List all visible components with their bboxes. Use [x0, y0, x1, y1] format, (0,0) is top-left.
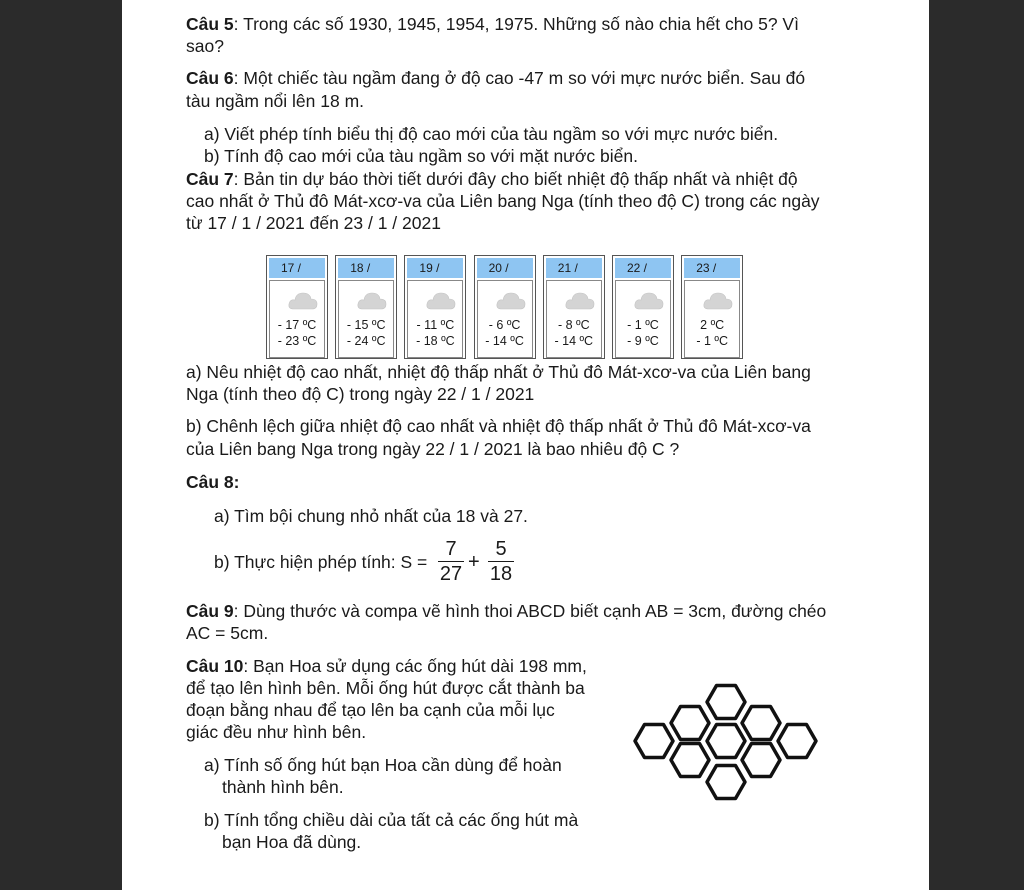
q6-line-2: tàu ngầm nổi lên 18 m. — [186, 91, 365, 111]
cloud-icon — [633, 289, 665, 316]
weather-low-temp: - 9 ºC — [627, 334, 659, 348]
q7-line-2: cao nhất ở Thủ đô Mát-xcơ-va của Liên bang Nga (tính theo độ C) trong các ngày — [186, 191, 820, 211]
weather-day-label: 21 / — [546, 258, 602, 278]
q7-part-b-line-1: b) Chênh lệch giữa nhiệt độ cao nhất và nhiệt độ thấp nhất ở Thủ đô Mát-xcơ-va — [186, 416, 811, 436]
fraction-7-27 — [438, 537, 464, 586]
hexagon-shape — [707, 766, 745, 799]
q7-line-3: từ 17 / 1 / 2021 đến 23 / 1 / 2021 — [186, 213, 441, 233]
hexagon-shape — [707, 686, 745, 719]
cloud-icon — [564, 289, 596, 316]
weather-high-temp: - 6 ºC — [488, 318, 521, 332]
weather-low-temp: - 23 ºC — [277, 334, 317, 348]
weather-day-label: 23 / — [684, 258, 740, 278]
weather-day-card — [335, 255, 397, 359]
weather-day-label: 18 / — [338, 258, 394, 278]
weather-day-card — [612, 255, 674, 359]
q7-part-a-line-2: Nga (tính theo độ C) trong ngày 22 / 1 / 2021 — [186, 384, 535, 404]
q5-line-1: Câu 5: Trong các số 1930, 1945, 1954, 1975. Những số nào chia hết cho 5? Vì — [186, 14, 799, 34]
weather-high-temp: - 8 ºC — [557, 318, 590, 332]
weather-day-card — [266, 255, 328, 359]
weather-day-label: 19 / — [407, 258, 463, 278]
hexagon-shape — [671, 744, 709, 777]
q5-line-2: sao? — [186, 36, 224, 56]
weather-high-temp: - 15 ºC — [346, 318, 386, 332]
hexagon-shape — [707, 725, 745, 758]
fraction-5-18 — [488, 537, 514, 586]
weather-high-temp: - 17 ºC — [277, 318, 317, 332]
q10-line-3: đoạn bằng nhau để tạo lên ba cạnh của mỗi lục — [186, 700, 555, 720]
weather-day-label: 22 / — [615, 258, 671, 278]
q7-part-b-line-2: của Liên bang Nga trong ngày 22 / 1 / 2021 là bao nhiêu độ C ? — [186, 439, 680, 459]
cloud-icon — [702, 289, 734, 316]
q10-part-b-line-2: bạn Hoa đã dùng. — [222, 832, 362, 852]
weather-high-temp: - 1 ºC — [627, 318, 659, 332]
cloud-icon — [425, 289, 457, 316]
q7-line-1: Câu 7: Bản tin dự báo thời tiết dưới đây cho biết nhiệt độ thấp nhất và nhiệt độ — [186, 169, 798, 189]
weather-day-card — [543, 255, 605, 359]
q10-line-4: giác đều như hình bên. — [186, 722, 367, 742]
hexagon-shape — [742, 707, 780, 740]
hexagon-shape — [778, 725, 816, 758]
fraction-denominator: 27 — [439, 563, 463, 585]
weather-day-label: 20 / — [477, 258, 533, 278]
q6-part-a: a) Viết phép tính biểu thị độ cao mới của tàu ngầm so với mực nước biển. — [204, 124, 779, 144]
hexagon-shape — [742, 744, 780, 777]
q10-line-1: Câu 10: Bạn Hoa sử dụng các ống hút dài 198 mm, — [186, 656, 587, 676]
q10-part-a-line-1: a) Tính số ống hút bạn Hoa cần dùng để hoàn — [204, 755, 562, 775]
q8-part-b: b) Thực hiện phép tính: S = — [214, 552, 428, 572]
fraction-numerator: 7 — [445, 538, 457, 560]
weather-high-temp: 2 ºC — [700, 318, 725, 332]
q8-part-a: a) Tìm bội chung nhỏ nhất của 18 và 27. — [214, 506, 528, 526]
fraction-numerator: 5 — [495, 538, 507, 560]
weather-low-temp: - 24 ºC — [346, 334, 386, 348]
hexagon-figure — [628, 678, 828, 806]
fraction-denominator: 18 — [489, 563, 513, 585]
q7-part-a-line-1: a) Nêu nhiệt độ cao nhất, nhiệt độ thấp nhất ở Thủ đô Mát-xcơ-va của Liên bang — [186, 362, 811, 382]
q10-part-a-line-2: thành hình bên. — [222, 777, 344, 797]
weather-high-temp: - 11 ºC — [416, 318, 455, 332]
cloud-icon — [356, 289, 388, 316]
q9-line-2: AC = 5cm. — [186, 623, 269, 643]
q9-line-1: Câu 9: Dùng thước và compa vẽ hình thoi ABCD biết cạnh AB = 3cm, đường chéo — [186, 601, 827, 621]
q10-part-b-line-1: b) Tính tổng chiều dài của tất cả các ống hút mà — [204, 810, 579, 830]
q6-part-b: b) Tính độ cao mới của tàu ngầm so với mặt nước biển. — [204, 146, 638, 166]
cloud-icon — [287, 289, 319, 316]
weather-day-card — [681, 255, 743, 359]
hexagon-shape — [635, 725, 673, 758]
weather-day-label: 17 / — [269, 258, 325, 278]
weather-low-temp: - 1 ºC — [696, 334, 729, 348]
hexagon-shape — [671, 707, 709, 740]
plus-sign: + — [468, 551, 480, 573]
weather-day-card — [404, 255, 466, 359]
q10-line-2: để tạo lên hình bên. Mỗi ống hút được cắt thành ba — [186, 678, 585, 698]
weather-day-card — [474, 255, 536, 359]
cloud-icon — [495, 289, 527, 316]
weather-low-temp: - 14 ºC — [485, 334, 524, 348]
q8-label: Câu 8: — [186, 472, 240, 492]
q6-line-1: Câu 6: Một chiếc tàu ngầm đang ở độ cao -47 m so với mực nước biển. Sau đó — [186, 68, 806, 88]
weather-low-temp: - 14 ºC — [554, 334, 594, 348]
weather-low-temp: - 18 ºC — [416, 334, 455, 348]
